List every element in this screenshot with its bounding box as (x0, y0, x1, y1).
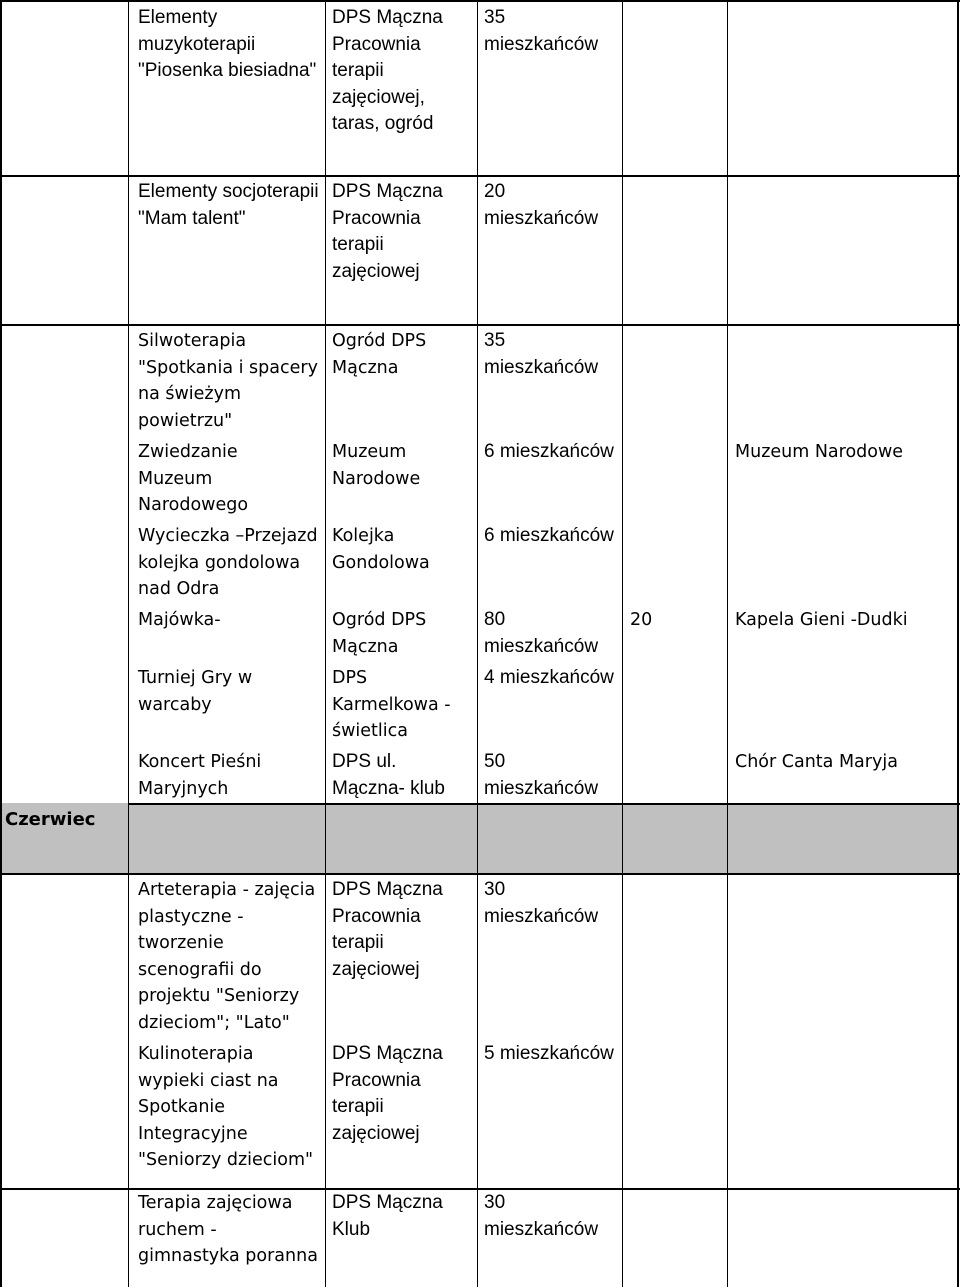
activity-cell: Zwiedzanie Muzeum Narodowego (138, 442, 249, 515)
count-cell: 20 mieszkańców (484, 181, 599, 229)
count-cell: 6 mieszkańców (484, 441, 614, 462)
place-cell: Ogród DPS Mączna (332, 331, 427, 378)
row-divider (128, 803, 960, 805)
place-cell: DPS Mączna Pracownia terapii zajęciowej, taras, ogród (332, 7, 443, 134)
partner-count-cell: 20 (630, 610, 653, 630)
column-divider (0, 0, 2, 1287)
partner-cell: Chór Canta Maryja (735, 752, 898, 772)
count-cell: 6 mieszkańców (484, 525, 614, 546)
activity-cell: Turniej Gry w warcaby (138, 668, 253, 715)
place-cell: DPS ul. Mączna- klub (332, 751, 445, 799)
partner-cell: Kapela Gieni -Dudki (735, 610, 908, 630)
activity-cell: Elementy socjoterapii "Mam talent" (138, 181, 319, 229)
row-divider (0, 175, 960, 177)
activity-cell: Elementy muzykoterapii "Piosenka biesiadna" (138, 7, 317, 81)
column-divider (622, 0, 623, 1287)
place-cell: Kolejka Gondolowa (332, 526, 430, 573)
activity-cell: Koncert Pieśni Maryjnych (138, 752, 262, 799)
place-cell: DPS Mączna Pracownia terapii zajęciowej (332, 879, 443, 980)
place-cell: DPS Karmelkowa - świetlica (332, 668, 451, 741)
place-cell: DPS Mączna Pracownia terapii zajęciowej (332, 1043, 443, 1144)
activity-cell: Silwoterapia "Spotkania i spacery na świeżym powietrzu" (138, 331, 318, 431)
place-cell: Ogród DPS Mączna (332, 610, 427, 657)
activity-cell: Wycieczka –Przejazd kolejka gondolowa nad Odra (138, 526, 318, 599)
row-divider (0, 0, 960, 2)
count-cell: 4 mieszkańców (484, 667, 614, 688)
column-divider (325, 0, 326, 1287)
activity-cell: Kulinoterapia wypieki ciast na Spotkanie Integracyjne "Seniorzy dzieciom" (138, 1044, 314, 1170)
count-cell: 5 mieszkańców (484, 1043, 614, 1064)
count-cell: 80 mieszkańców (484, 609, 599, 657)
count-cell: 50 mieszkańców (484, 751, 599, 799)
activity-cell: Majówka- (138, 610, 221, 630)
partner-cell: Muzeum Narodowe (735, 442, 904, 462)
row-divider (0, 324, 960, 326)
row-divider (0, 873, 960, 875)
column-divider (477, 0, 478, 1287)
column-divider (957, 0, 959, 1287)
count-cell: 35 mieszkańców (484, 330, 599, 378)
activity-cell: Arteterapia - zajęcia plastyczne - tworzenie scenografii do projektu "Seniorzy dzieciom"; "Lato" (138, 880, 316, 1033)
place-cell: Muzeum Narodowe (332, 442, 421, 489)
column-divider (727, 0, 728, 1287)
month-label: Czerwiec (5, 809, 96, 830)
activity-cell: Terapia zajęciowa ruchem - gimnastyka poranna (138, 1193, 318, 1266)
count-cell: 30 mieszkańców (484, 879, 599, 927)
count-cell: 30 mieszkańców (484, 1192, 599, 1240)
place-cell: DPS Mączna Klub (332, 1192, 443, 1240)
month-band (2, 803, 957, 873)
place-cell: DPS Mączna Pracownia terapii zajęciowej (332, 181, 443, 282)
column-divider (128, 0, 129, 1287)
count-cell: 35 mieszkańców (484, 7, 599, 55)
